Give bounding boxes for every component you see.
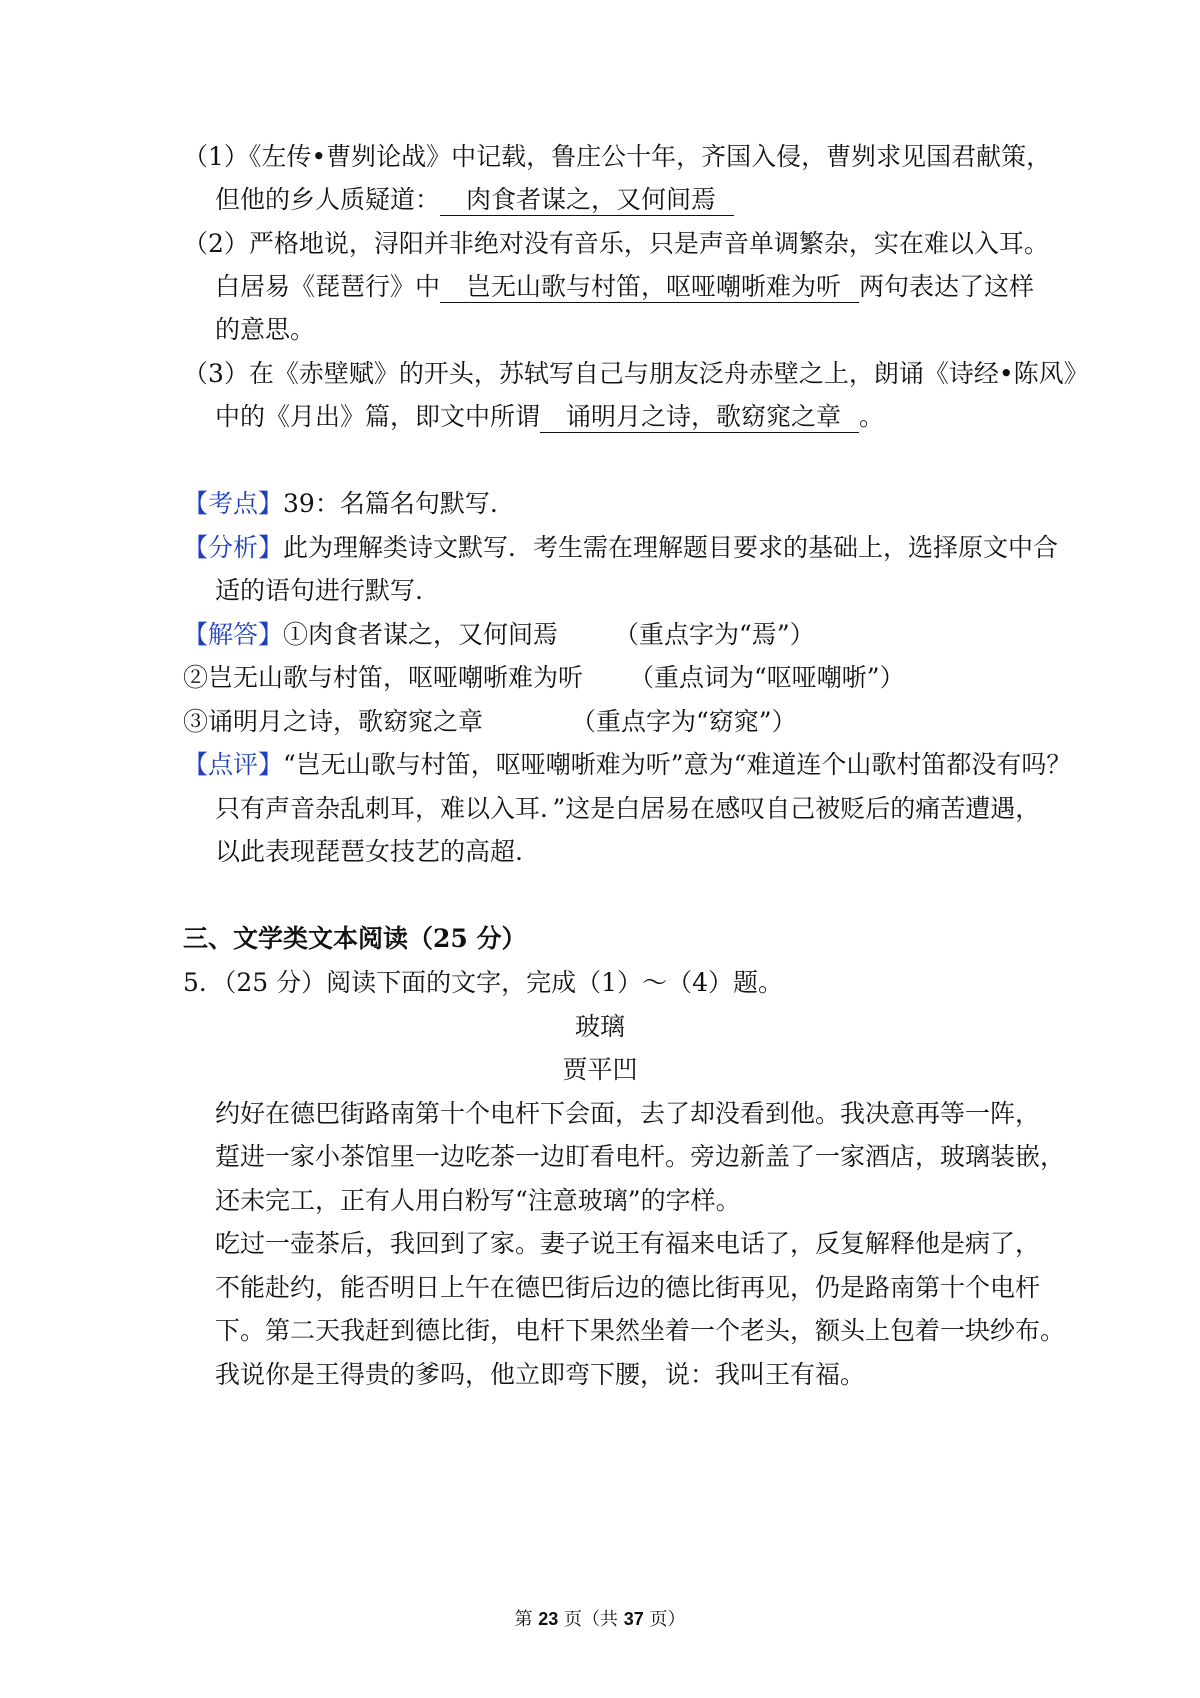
fenxi-tag: 【分析】 [183, 533, 284, 562]
article-p1-line1: 约好在德巴街路南第十个电杆下会面，去了却没看到他。我决意再等一阵， [215, 1099, 1041, 1128]
q1-prompt: 但他的乡人质疑道： [215, 185, 441, 214]
q3-suffix: 。 [859, 402, 885, 431]
dianping-line3: 以此表现琵琶女技艺的高超. [215, 837, 523, 866]
jieda-line3 [183, 705, 797, 739]
footer-total-pages: 37 [623, 1609, 644, 1629]
q3-line2 [215, 400, 884, 434]
article-p2-line3: 下。第二天我赶到德比街，电杆下果然坐着一个老头，额头上包着一块纱布。 [215, 1316, 1066, 1345]
jieda-answer-3: ③诵明月之诗，歌窈窕之章 [183, 707, 484, 736]
jieda-line1 [183, 618, 815, 652]
article-p1-line3: 还未完工，正有人用白粉写“注意玻璃”的字样。 [215, 1186, 741, 1215]
kaodian-tag: 【考点】 [183, 489, 284, 518]
page-footer [0, 1607, 1200, 1632]
q1-line2 [215, 183, 734, 217]
dianping-tag: 【点评】 [183, 750, 284, 779]
article-p1-line2: 踅进一家小茶馆里一边吃茶一边盯看电杆。旁边新盖了一家酒店，玻璃装嵌， [215, 1142, 1066, 1171]
footer-prefix: 第 [514, 1609, 539, 1630]
fenxi-line1 [183, 531, 1058, 565]
fenxi-text-1: 此为理解类诗文默写．考生需在理解题目要求的基础上，选择原文中合 [283, 533, 1059, 562]
q2-prompt: 白居易《琵琶行》中 [215, 272, 441, 301]
article-title: 玻璃 [574, 1012, 625, 1041]
q2-line2 [215, 270, 1034, 304]
footer-page-number: 23 [538, 1609, 559, 1629]
footer-suffix: 页） [643, 1609, 686, 1630]
jieda-line2 [183, 661, 905, 695]
jieda-answer-2: ②岂无山歌与村笛，呕哑嘲哳难为听 [183, 663, 584, 692]
q5-intro: 5．（25 分）阅读下面的文字，完成（1）～（4）题。 [183, 968, 783, 997]
jieda-tag: 【解答】 [183, 620, 284, 649]
jieda-note-2: （重点词为“呕哑嘲哳”） [629, 663, 905, 692]
q3-prompt: 中的《月出》篇，即文中所谓 [215, 402, 541, 431]
q2-suffix: 两句表达了这样 [859, 272, 1035, 301]
dianping-text-1: “岂无山歌与村笛，呕哑嘲哳难为听”意为“难道连个山歌村笛都没有吗？ [283, 750, 1072, 779]
article-p2-line1: 吃过一壶茶后，我回到了家。妻子说王有福来电话了，反复解释他是病了， [215, 1229, 1041, 1258]
footer-middle: 页（共 [558, 1609, 624, 1630]
section-heading: 三、文学类文本阅读（25 分） [183, 924, 527, 953]
dianping-line2: 只有声音杂乱刺耳，难以入耳．”这是白居易在感叹自己被贬后的痛苦遭遇， [215, 794, 1041, 823]
jieda-note-3: （重点字为“窈窕”） [571, 707, 797, 736]
jieda-note-1: （重点字为“焉”） [614, 620, 815, 649]
fenxi-line2: 适的语句进行默写. [215, 576, 423, 605]
q3-line1: （3）在《赤壁赋》的开头，苏轼写自己与朋友泛舟赤壁之上，朗诵《诗经•陈风》 [183, 359, 1089, 388]
article-author: 贾平凹 [562, 1055, 638, 1084]
q2-line1: （2）严格地说，浔阳并非绝对没有音乐，只是声音单调繁杂，实在难以入耳。 [183, 229, 1049, 258]
q2-line3: 的意思。 [215, 315, 316, 344]
article-p2-line2: 不能赴约，能否明日上午在德巴街后边的德比街再见，仍是路南第十个电杆 [215, 1273, 1041, 1302]
kaodian-line [183, 487, 498, 521]
q3-answer: 诵明月之诗，歌窈窕之章 [540, 402, 859, 433]
article-p2-line4: 我说你是王得贵的爹吗，他立即弯下腰，说：我叫王有福。 [215, 1360, 866, 1389]
q1-line1: （1）《左传•曹刿论战》中记载，鲁庄公十年，齐国入侵，曹刿求见国君献策， [183, 142, 1052, 171]
q1-answer: 肉食者谋之，又何间焉 [440, 185, 734, 216]
kaodian-text: 39：名篇名句默写. [283, 489, 498, 518]
q2-answer: 岂无山歌与村笛，呕哑嘲哳难为听 [440, 272, 859, 303]
jieda-answer-1: ①肉食者谋之，又何间焉 [283, 620, 559, 649]
dianping-line1 [183, 748, 1071, 782]
